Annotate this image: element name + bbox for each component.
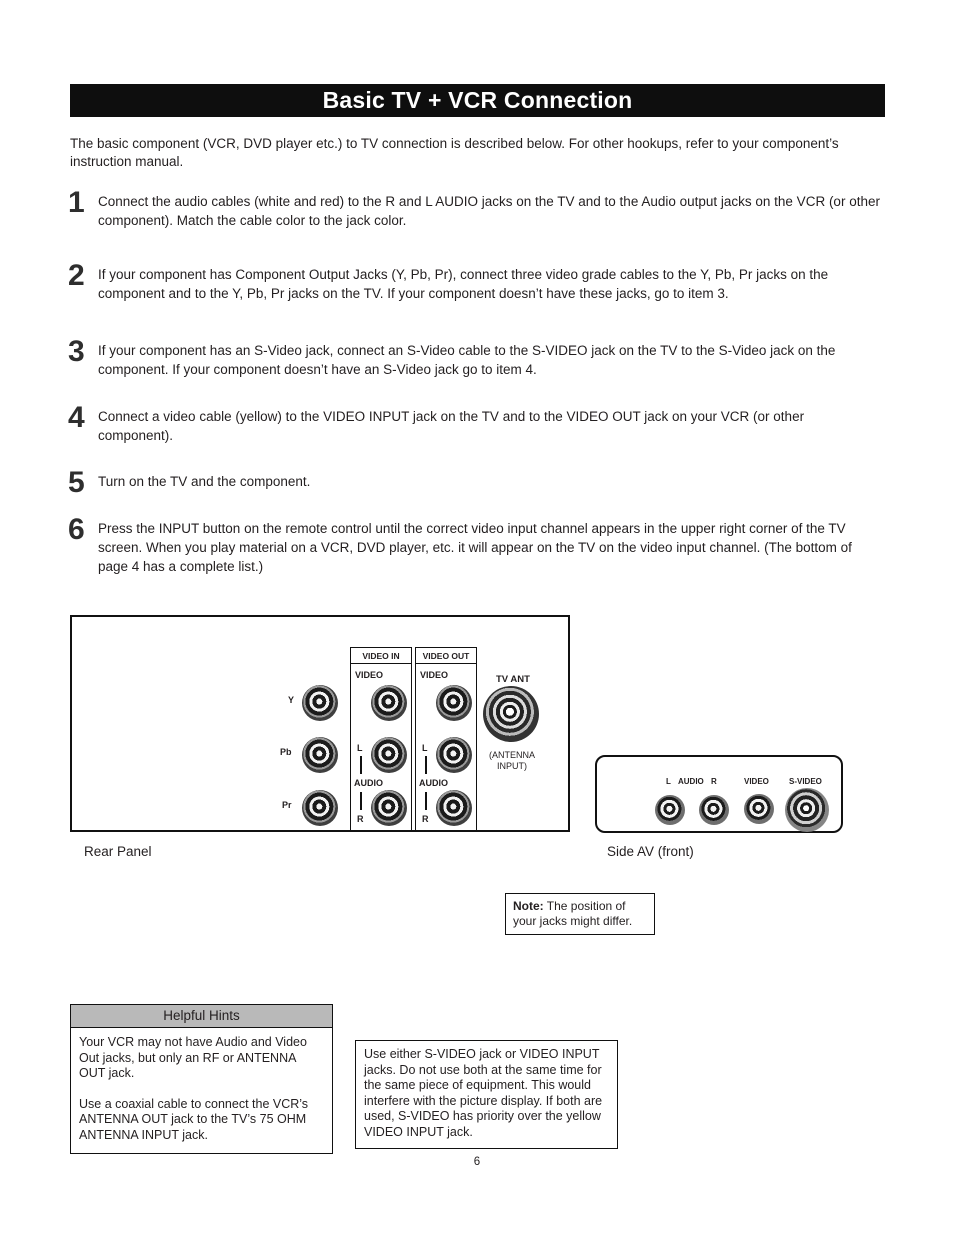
video-out-column: [415, 647, 477, 831]
bracket-line: [425, 792, 427, 810]
bracket-line: [360, 756, 362, 774]
side-video-jack: [744, 794, 774, 824]
note-label: Note:: [513, 899, 544, 913]
note-box: [505, 893, 655, 935]
step-5: [68, 466, 882, 499]
step-2-number: 2: [68, 259, 85, 292]
audio-r-in-jack: [371, 790, 407, 826]
y-jack-label: Y: [288, 695, 295, 705]
step-5-text: Turn on the TV and the component.: [98, 474, 311, 489]
side-audio-l-label: L: [666, 777, 671, 786]
side-video-label: VIDEO: [744, 777, 769, 786]
step-4: [68, 401, 882, 445]
note-text: The position of your jacks might differ.: [513, 899, 633, 928]
audio-r-out-jack: [436, 790, 472, 826]
video-out-jack: [436, 685, 472, 721]
antenna-input-line2: INPUT): [497, 761, 527, 771]
bracket-line: [425, 756, 427, 774]
video-in-jack: [371, 685, 407, 721]
helpful-hints-body: [71, 1028, 332, 1153]
y-jack: [302, 685, 338, 721]
video-in-column: [350, 647, 412, 831]
audio-r-out-label: R: [422, 814, 429, 824]
video-out-header: VIDEO OUT: [416, 648, 476, 664]
side-audio-r-label: R: [711, 777, 717, 786]
video-in-label: VIDEO: [355, 670, 384, 680]
step-5-number: 5: [68, 466, 85, 499]
step-3-number: 3: [68, 335, 85, 368]
helpful-hints-box: [70, 1004, 333, 1154]
intro-paragraph: The basic component (VCR, DVD player etc.) to TV connection is described below. For other hookups, refer to your component’s instruction manual.: [70, 136, 839, 169]
step-1-number: 1: [68, 186, 85, 219]
pb-jack: [302, 737, 338, 773]
side-svideo-jack: [785, 788, 829, 832]
video-out-label: VIDEO: [420, 670, 449, 680]
audio-in-label: AUDIO: [354, 778, 383, 788]
step-6-text: Press the INPUT button on the remote control until the correct video input channel appears in the upper right corner of the TV screen. When you play material on a VCR, DVD player, etc. it will appear on the TV on the video input channel. (The bottom of page 4 has a complete list.): [98, 521, 852, 574]
step-3: [68, 335, 882, 379]
step-6: [68, 513, 882, 576]
hints-paragraph-2: Use a coaxial cable to connect the VCR’s ANTENNA OUT jack to the TV’s 75 OHM ANTENNA INPUT jack.: [79, 1096, 309, 1142]
antenna-input-line1: (ANTENNA: [488, 750, 535, 760]
audio-l-in-jack: [371, 737, 407, 773]
bracket-line: [360, 792, 362, 810]
svideo-note-box: Use either S-VIDEO jack or VIDEO INPUT jacks. Do not use both at the same time for the same piece of equipment. This would interfere with the picture display. If both are used, S-VIDEO has priority over the yellow VIDEO INPUT jack.: [355, 1040, 618, 1149]
step-4-text: Connect a video cable (yellow) to the VIDEO INPUT jack on the TV and to the VIDEO OUT jack on your VCR (or other component).: [98, 409, 805, 443]
side-av-diagram: [595, 755, 843, 833]
pr-jack: [302, 790, 338, 826]
side-audio-l-jack: [655, 795, 685, 825]
page-title-text: Basic TV + VCR Connection: [322, 87, 633, 113]
step-1: [68, 186, 882, 230]
video-in-header: VIDEO IN: [351, 648, 411, 664]
audio-r-in-label: R: [357, 814, 364, 824]
step-6-number: 6: [68, 513, 85, 546]
tv-ant-label: TV ANT: [496, 674, 530, 685]
step-3-text: If your component has an S-Video jack, connect an S-Video cable to the S-VIDEO jack on the TV to the S-Video jack on the component. If your component doesn’t have an S-Video jack go to item 4.: [98, 343, 836, 377]
rear-panel-caption: Rear Panel: [84, 844, 152, 859]
pr-jack-label: Pr: [282, 800, 292, 810]
antenna-jack: [483, 686, 539, 742]
side-audio-r-jack: [699, 795, 729, 825]
side-audio-label: AUDIO: [678, 777, 704, 786]
helpful-hints-title: Helpful Hints: [71, 1005, 332, 1028]
hints-paragraph-1: Your VCR may not have Audio and Video Out jacks, but only an RF or ANTENNA OUT jack.: [79, 1035, 307, 1080]
audio-l-out-jack: [436, 737, 472, 773]
audio-l-out-label: L: [422, 743, 428, 753]
side-svideo-label: S-VIDEO: [789, 777, 822, 786]
step-2: [68, 259, 882, 303]
side-av-caption: Side AV (front): [607, 844, 694, 859]
audio-l-in-label: L: [357, 743, 363, 753]
step-1-text: Connect the audio cables (white and red) to the R and L AUDIO jacks on the TV and to the Audio output jacks on the VCR (or other component). Match the cable color to the jack color.: [98, 194, 880, 228]
page-number: 6: [473, 1156, 481, 1168]
step-4-number: 4: [68, 401, 85, 434]
page-title: [70, 84, 885, 117]
rear-panel-diagram: [70, 615, 570, 832]
pb-jack-label: Pb: [280, 747, 292, 757]
antenna-input-label: [475, 750, 549, 772]
audio-out-label: AUDIO: [419, 778, 448, 788]
step-2-text: If your component has Component Output Jacks (Y, Pb, Pr), connect three video grade cables to the Y, Pb, Pr jacks on the component and to the Y, Pb, Pr jacks on the TV. If your component doesn’t have these jacks, go to item 3.: [98, 267, 829, 301]
